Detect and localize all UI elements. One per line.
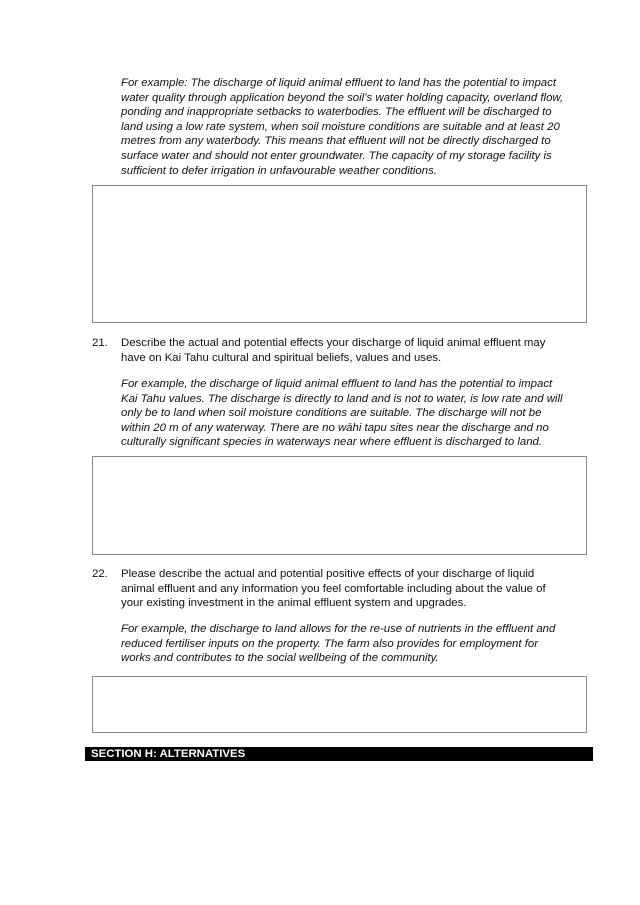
text-line: For example, the discharge of liquid animal effluent to land has the potential to impact xyxy=(121,378,553,390)
text-line: have on Kai Tahu cultural and spiritual beliefs, values and uses. xyxy=(121,351,442,364)
text-line: works and contributes to the social wellbeing of the community. xyxy=(121,652,439,665)
q20-answer-box[interactable] xyxy=(92,185,587,323)
text-line: ponding and inappropriate setbacks to waterbodies. The effluent will be discharged to xyxy=(121,106,552,119)
q22-answer-box[interactable] xyxy=(92,676,587,733)
text-line: For example: The discharge of liquid animal effluent to land has the potential to impact xyxy=(121,77,556,89)
q21-number: 21. xyxy=(92,337,108,349)
q22-number: 22. xyxy=(92,568,108,580)
text-line: culturally significant species in waterways near where effluent is discharged to land. xyxy=(121,436,543,449)
text-line: metres from any waterbody. This means that effluent will not be directly discharged to xyxy=(121,135,551,148)
q21-answer-box[interactable] xyxy=(92,456,587,555)
text-line: land using a low rate system, when soil moisture conditions are suitable and at least 20 xyxy=(121,120,560,133)
text-line: reduced fertiliser inputs on the property. The farm also provides for employment for xyxy=(121,637,539,650)
text-line: within 20 m of any waterway. There are no wāhi tapu sites near the discharge and no xyxy=(121,421,549,434)
text-line: animal effluent and any information you feel comfortable including about the value of xyxy=(121,582,546,595)
text-line: water quality through application beyond the soil’s water holding capacity, overland flow, xyxy=(121,91,564,104)
text-line: Kai Tahu values. The discharge is directly to land and is not to water, is low rate and will xyxy=(121,392,563,405)
text-line: sufficient to defer irrigation in unfavourable weather conditions. xyxy=(121,164,437,177)
q20-example xyxy=(121,76,563,178)
text-line: your existing investment in the animal effluent system and upgrades. xyxy=(121,597,467,610)
q21-example xyxy=(121,377,563,450)
text-line: Describe the actual and potential effects your discharge of liquid animal effluent may xyxy=(121,337,546,349)
section-h-heading: SECTION H: ALTERNATIVES xyxy=(85,747,593,761)
q21-question xyxy=(121,336,545,365)
text-line: Please describe the actual and potential positive effects of your discharge of liquid xyxy=(121,568,535,580)
text-line: For example, the discharge to land allows for the re-use of nutrients in the effluent and xyxy=(121,623,556,635)
q22-example xyxy=(121,622,555,666)
q22-question xyxy=(121,567,546,611)
text-line: only be to land when soil moisture conditions are suitable. The discharge will not be xyxy=(121,407,542,420)
text-line: surface water and should not enter groundwater. The capacity of my storage facility is xyxy=(121,149,552,162)
